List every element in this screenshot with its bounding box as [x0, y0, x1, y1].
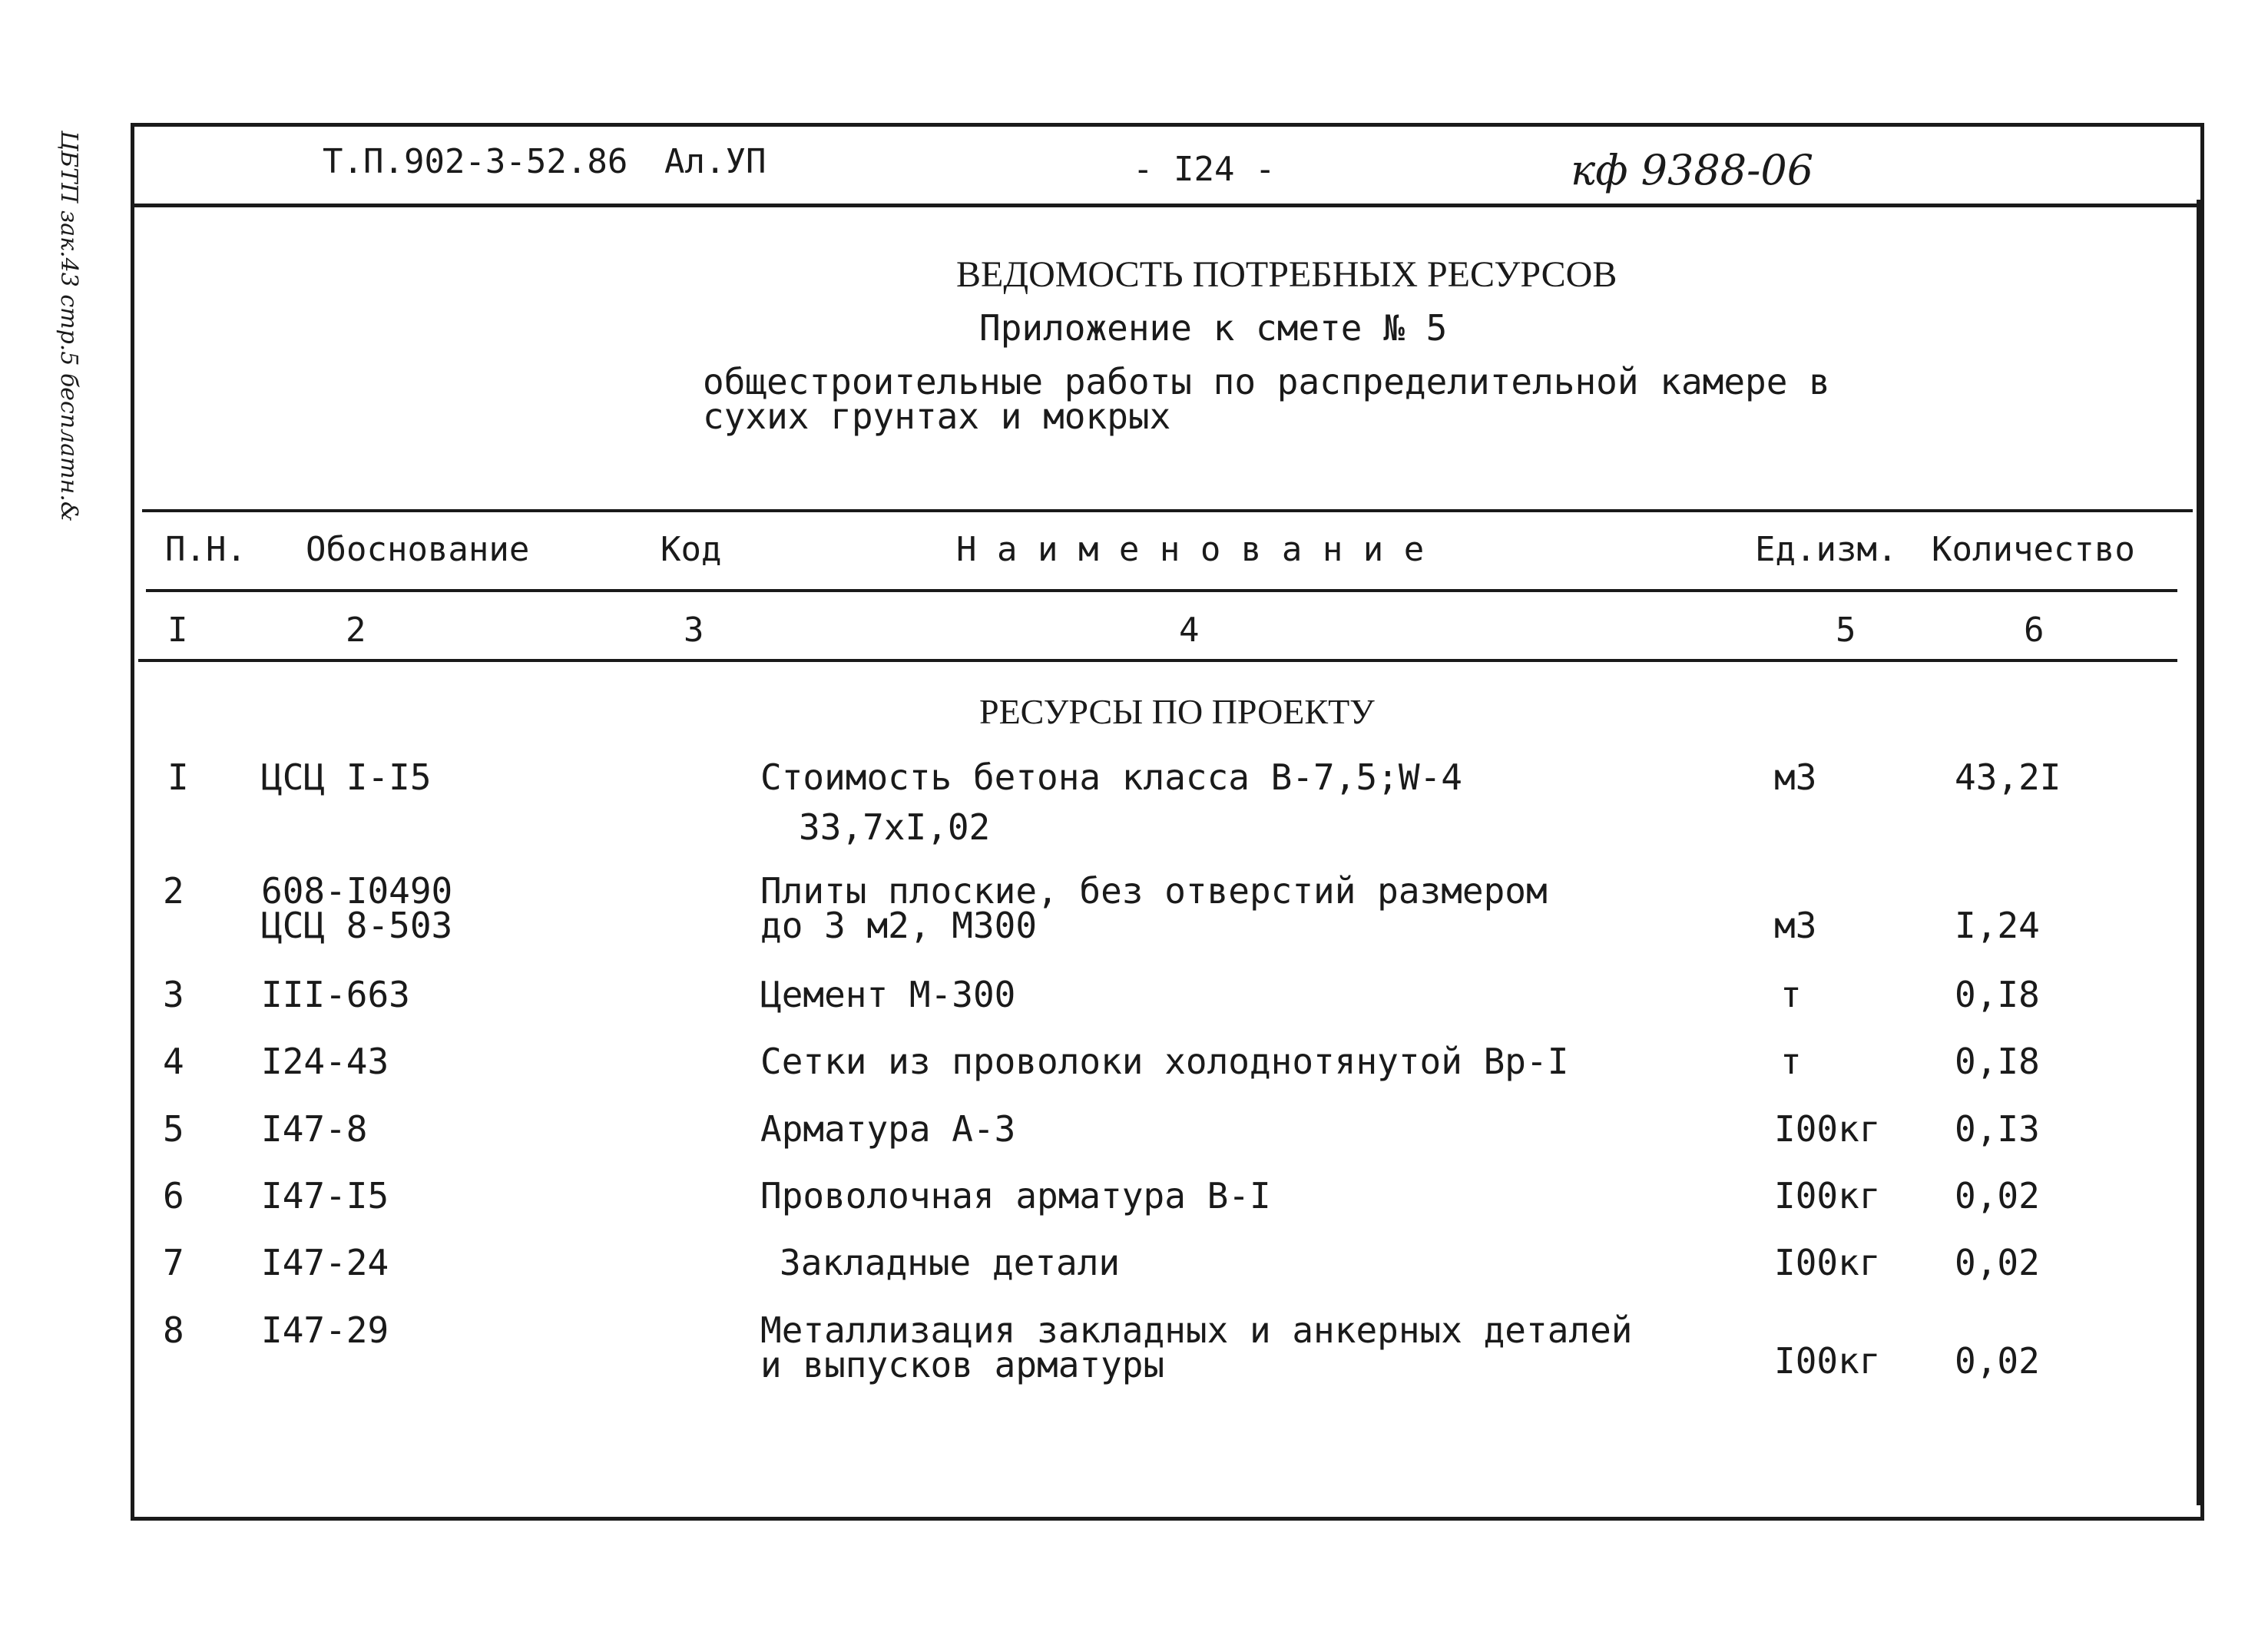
col-number-4: 4 [1179, 611, 1200, 650]
row-6-basis: I47-I5 [261, 1175, 389, 1217]
row-1-num: I [167, 756, 189, 798]
row-7-num: 7 [163, 1242, 184, 1283]
row-1-name-line2: 33,7хI,02 [799, 806, 991, 848]
row-7-name: Закладные детали [780, 1242, 1121, 1283]
col-number-1: I [167, 611, 188, 650]
col-header-unit: Ед.изм. [1755, 530, 1898, 569]
header-divider [134, 204, 2197, 207]
table-top-line [142, 509, 2193, 512]
side-stamp: ЦБТП зак.43 стр.5 бесплатн.& [55, 131, 82, 522]
row-7-qty: 0,02 [1955, 1242, 2040, 1283]
row-7-unit: I00кг [1774, 1242, 1881, 1283]
col-header-code: Код [661, 530, 722, 569]
row-2-unit: м3 [1774, 905, 1817, 946]
row-4-name: Сетки из проволоки холоднотянутой Вр-I [760, 1041, 1569, 1082]
project-number: Т.П.902-3-52.86 [323, 142, 628, 181]
row-5-qty: 0,I3 [1955, 1108, 2040, 1150]
row-3-name: Цемент М-300 [760, 974, 1016, 1015]
row-1-unit: м3 [1774, 756, 1817, 798]
row-8-qty: 0,02 [1955, 1340, 2040, 1382]
row-1-qty: 43,2I [1955, 756, 2061, 798]
row-2-qty: I,24 [1955, 905, 2040, 946]
row-1-name: Стоимость бетона класса В-7,5;W-4 [760, 756, 1462, 798]
col-header-num: П.Н. [165, 530, 247, 569]
album-number: Ал.УП [664, 142, 766, 181]
row-3-basis: III-663 [261, 974, 410, 1015]
row-5-unit: I00кг [1774, 1108, 1881, 1150]
row-2-name: Плиты плоские, без отверстий размером [760, 870, 1548, 912]
row-4-basis: I24-43 [261, 1041, 389, 1082]
col-header-name: Н а и м е н о в а н и е [956, 530, 1425, 569]
row-8-name-line2: и выпусков арматуры [760, 1344, 1165, 1385]
row-2-num: 2 [163, 870, 184, 912]
row-1-basis: ЦСЦ I-I5 [261, 756, 432, 798]
row-6-qty: 0,02 [1955, 1175, 2040, 1217]
row-8-unit: I00кг [1774, 1340, 1881, 1382]
section-title: РЕСУРСЫ ПО ПРОЕКТУ [979, 692, 1375, 731]
row-4-unit: т [1780, 1041, 1802, 1082]
row-4-num: 4 [163, 1041, 184, 1082]
col-number-2: 2 [346, 611, 366, 650]
row-2-name-line2: до 3 м2, М300 [760, 905, 1038, 946]
row-3-qty: 0,I8 [1955, 974, 2040, 1015]
row-8-name: Металлизация закладных и анкерных деталей [760, 1309, 1633, 1351]
column-header-bottom-line [146, 589, 2177, 592]
row-6-unit: I00кг [1774, 1175, 1881, 1217]
row-6-num: 6 [163, 1175, 184, 1217]
page-number: - I24 - [1133, 150, 1276, 189]
row-5-name: Арматура А-3 [760, 1108, 1016, 1150]
col-number-3: 3 [684, 611, 704, 650]
row-8-basis: I47-29 [261, 1309, 389, 1351]
row-7-basis: I47-24 [261, 1242, 389, 1283]
document-code: кф 9388-06 [1571, 146, 1814, 194]
row-2-basis: 608-I0490 [261, 870, 453, 912]
title-main: ВЕДОМОСТЬ ПОТРЕБНЫХ РЕСУРСОВ [956, 254, 1617, 295]
row-5-basis: I47-8 [261, 1108, 368, 1150]
row-6-name: Проволочная арматура В-I [760, 1175, 1271, 1217]
row-4-qty: 0,I8 [1955, 1041, 2040, 1082]
row-5-num: 5 [163, 1108, 184, 1150]
row-3-num: 3 [163, 974, 184, 1015]
col-number-6: 6 [2024, 611, 2045, 650]
page-frame-right-extension [2197, 200, 2200, 1505]
col-number-5: 5 [1836, 611, 1856, 650]
row-2-basis-line2: ЦСЦ 8-503 [261, 905, 453, 946]
row-3-unit: т [1780, 974, 1802, 1015]
title-description-line2: сухих грунтах и мокрых [703, 396, 1171, 437]
col-header-qty: Количество [1932, 530, 2135, 569]
title-appendix: Приложение к смете № 5 [979, 307, 1448, 349]
row-8-num: 8 [163, 1309, 184, 1351]
col-header-basis: Обоснование [306, 530, 530, 569]
column-number-bottom-line [138, 659, 2177, 662]
title-description-line1: общестроительные работы по распределительной камере в [703, 361, 1830, 402]
